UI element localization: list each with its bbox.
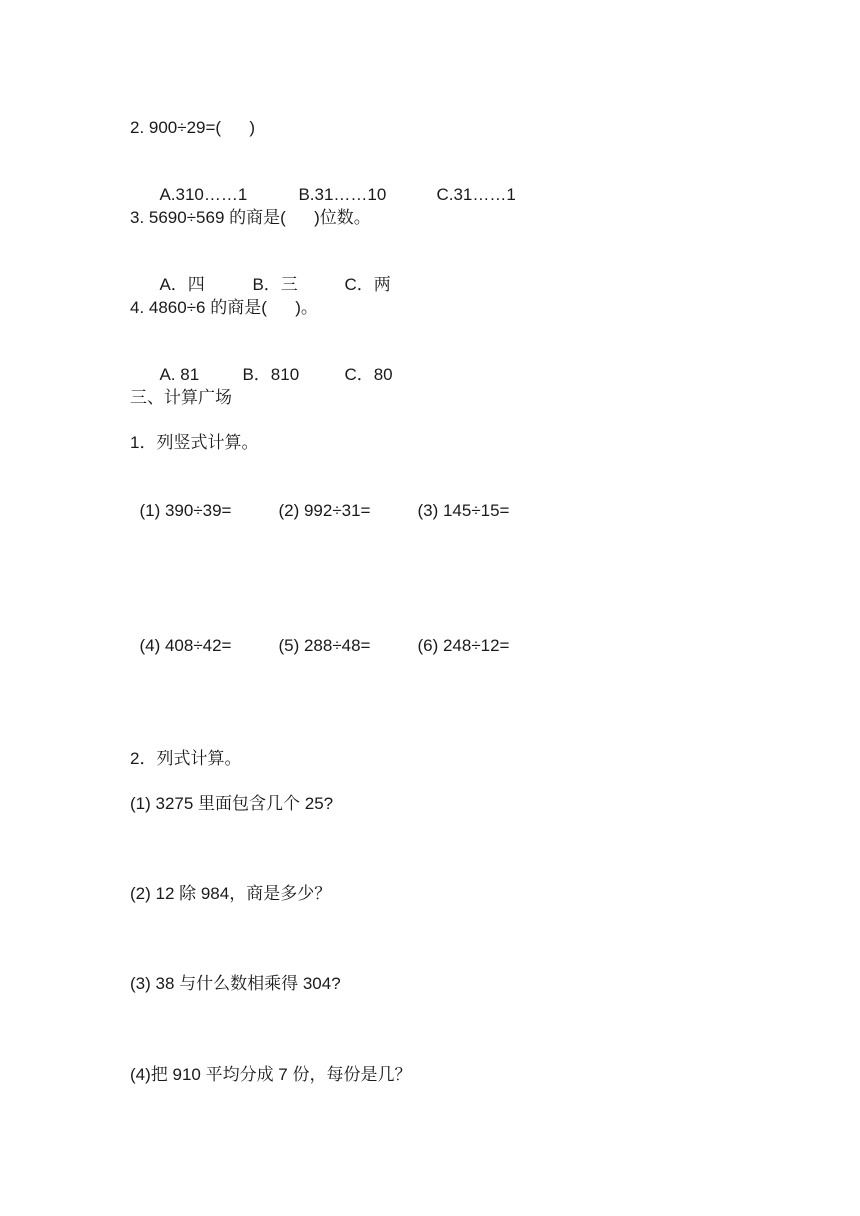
question-3-options bbox=[150, 252, 391, 296]
word-problem-1: (1) 3275 里面包含几个 25? bbox=[130, 794, 334, 813]
calc-row-2 bbox=[130, 613, 509, 657]
calc-item: (4) 408÷42= bbox=[139, 636, 232, 655]
word-problem-2: (2) 12 除 984，商是多少？ bbox=[130, 884, 332, 903]
subsection-2-title: 2．列式计算。 bbox=[130, 749, 242, 768]
word-problem-4: (4)把 910 平均分成 7 份，每份是几？ bbox=[130, 1065, 412, 1084]
option-a: A．四 bbox=[159, 275, 205, 294]
question-4-options bbox=[150, 342, 393, 386]
option-a: A.310……1 bbox=[159, 185, 248, 204]
option-c: C．80 bbox=[344, 365, 393, 384]
subsection-1-title: 1．列竖式计算。 bbox=[130, 433, 259, 452]
question-2-options bbox=[150, 162, 516, 206]
option-a: A. 81 bbox=[159, 365, 200, 384]
question-2-stem: 2. 900÷29=( ) bbox=[130, 118, 256, 137]
option-c: C．两 bbox=[344, 275, 391, 294]
calc-row-1 bbox=[130, 478, 509, 522]
calc-item: (1) 390÷39= bbox=[139, 501, 232, 520]
option-b: B.31……10 bbox=[298, 185, 387, 204]
calc-item: (3) 145÷15= bbox=[417, 501, 510, 520]
calc-item: (5) 288÷48= bbox=[278, 636, 371, 655]
option-b: B．810 bbox=[242, 365, 300, 384]
option-c: C.31……1 bbox=[436, 185, 516, 204]
calc-item: (2) 992÷31= bbox=[278, 501, 371, 520]
word-problem-3: (3) 38 与什么数相乘得 304? bbox=[130, 974, 341, 993]
question-4-stem: 4. 4860÷6 的商是( )。 bbox=[130, 298, 318, 317]
section-heading: 三、计算广场 bbox=[130, 388, 232, 407]
question-3-stem: 3. 5690÷569 的商是( )位数。 bbox=[130, 208, 371, 227]
calc-item: (6) 248÷12= bbox=[417, 636, 510, 655]
option-b: B．三 bbox=[252, 275, 298, 294]
